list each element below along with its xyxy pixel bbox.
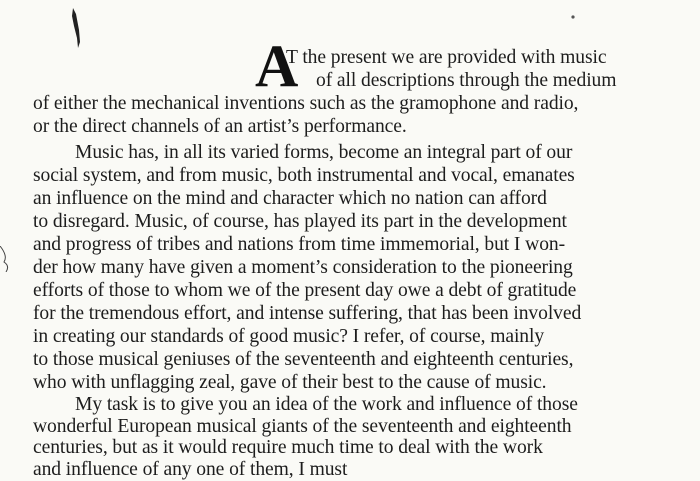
drop-cap-letter: A — [255, 33, 299, 99]
text-line-13: in creating our standards of good music? I refer, of course, mainly — [33, 326, 545, 347]
text-line-4: or the direct channels of an artist’s performance. — [33, 116, 407, 137]
ink-blot-mark — [70, 8, 82, 48]
text-line-19: and influence of any one of them, I must — [33, 458, 348, 480]
text-line-17: wonderful European musical giants of the seventeenth and eighteenth — [33, 415, 572, 437]
text-line-7: an influence on the mind and character which no nation can afford — [33, 188, 547, 209]
ink-smudge-mark — [0, 246, 12, 272]
text-line-3: of either the mechanical inventions such as the gramophone and radio, — [33, 93, 579, 114]
text-line-14: to those musical geniuses of the seventeenth and eighteenth centuries, — [33, 349, 574, 370]
text-line-6: social system, and from music, both instrumental and vocal, emanates — [33, 165, 575, 186]
text-line-12: for the tremendous effort, and intense suffering, that has been involved — [33, 303, 582, 324]
text-line-16: My task is to give you an idea of the work and influence of those — [75, 394, 578, 415]
text-line-8: to disregard. Music, of course, has played its part in the development — [33, 211, 567, 232]
text-line-2: of all descriptions through the medium — [316, 70, 617, 91]
ink-speck-mark — [570, 14, 576, 20]
text-line-9: and progress of tribes and nations from time immemorial, but I won- — [33, 234, 566, 255]
text-line-15: who with unflagging zeal, gave of their best to the cause of music. — [33, 372, 547, 393]
text-line-10: der how many have given a moment’s consideration to the pioneering — [33, 257, 573, 278]
text-line-18: centuries, but as it would require much time to deal with the work — [33, 437, 543, 458]
text-line-11: efforts of those to whom we of the present day owe a debt of gratitude — [33, 280, 577, 301]
text-line-1: T the present we are provided with music — [286, 47, 607, 68]
text-line-5: Music has, in all its varied forms, become an integral part of our — [75, 142, 573, 163]
